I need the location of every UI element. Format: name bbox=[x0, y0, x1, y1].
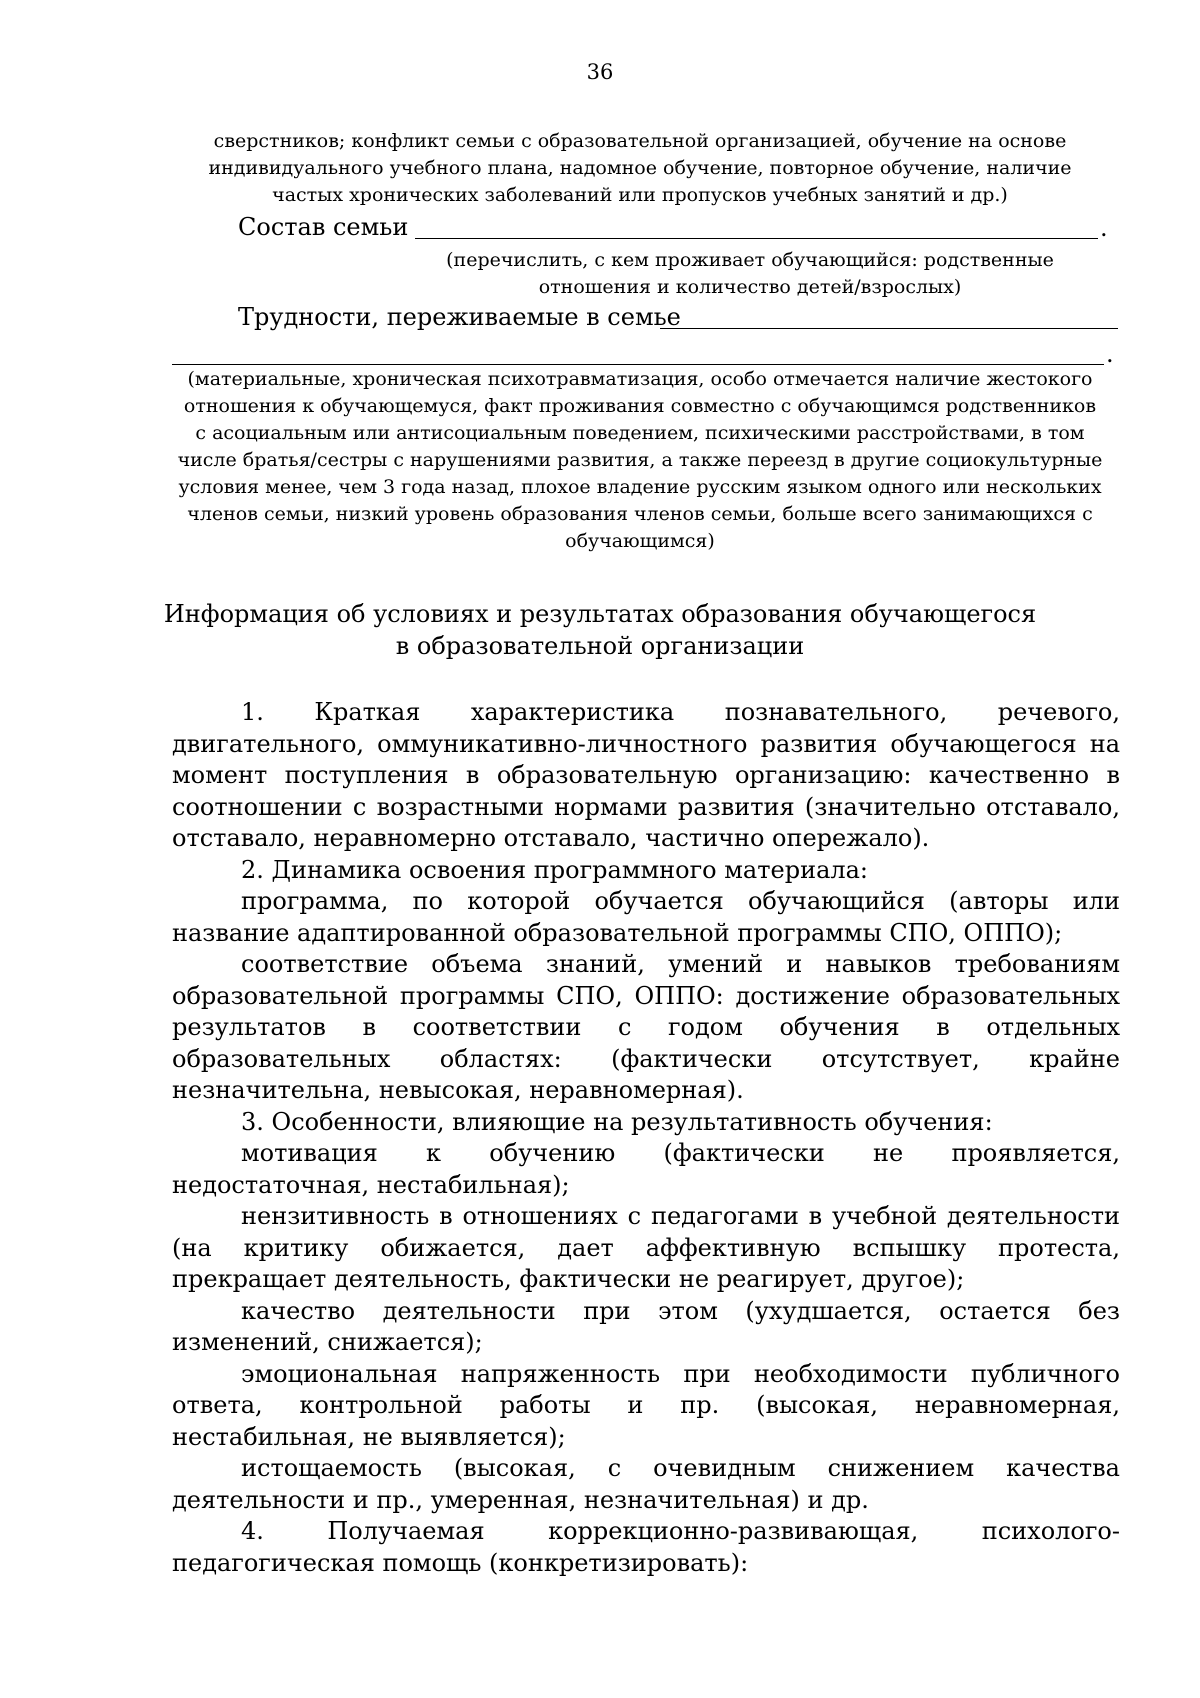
hint-line: числе братья/сестры с нарушениями развития, а также переезд в другие социокультурные bbox=[177, 449, 1103, 471]
paragraph: 4. Получаемая коррекционно-развивающая, психолого-педагогическая помощь (конкретизировать): bbox=[172, 1517, 1120, 1577]
hint-line: (перечислить, с кем проживает обучающийся: родственные bbox=[446, 249, 1054, 271]
hint-line: обучающимся) bbox=[565, 530, 715, 552]
note-line: сверстников; конфликт семьи с образовательной организацией, обучение на основе bbox=[213, 130, 1067, 152]
hint-line: членов семьи, низкий уровень образования членов семьи, больше всего занимающихся с bbox=[187, 503, 1093, 525]
family-composition-hint bbox=[400, 247, 1100, 301]
hint-line: с асоциальным или антисоциальным поведением, психическими расстройствами, в том bbox=[195, 422, 1085, 444]
heading-line: в образовательной организации bbox=[395, 632, 805, 660]
paragraph: нензитивность в отношениях с педагогами в учебной деятельности (на критику обижается, дает аффективную вспышку протеста, прекращает деятельность, фактически не реагирует, другое); bbox=[172, 1202, 1120, 1293]
page-number: 36 bbox=[586, 60, 614, 84]
hint-line: отношения к обучающемуся, факт проживания совместно с обучающимся родственников bbox=[183, 395, 1097, 417]
paragraph: соответствие объема знаний, умений и навыков требованиям образовательной программы СПО, ОППО: достижение образовательных результатов в соответствии с годом обучения в отдельных образовательных областях: (фактически отсутствует, крайне незначительна, невысокая, неравномерная). bbox=[172, 950, 1120, 1104]
family-difficulties-label: Трудности, переживаемые в семье bbox=[238, 303, 681, 331]
hint-line: (материальные, хроническая психотравматизация, особо отмечается наличие жестокого bbox=[187, 368, 1093, 390]
paragraph: мотивация к обучению (фактически не проявляется, недостаточная, нестабильная); bbox=[172, 1139, 1120, 1199]
note-line: частых хронических заболеваний или пропусков учебных занятий и др.) bbox=[272, 184, 1008, 206]
note-line: индивидуального учебного плана, надомное обучение, повторное обучение, наличие bbox=[208, 157, 1072, 179]
paragraph: программа, по которой обучается обучающийся (авторы или название адаптированной образовательной программы СПО, ОППО); bbox=[172, 887, 1120, 947]
heading-line: Информация об условиях и результатах образования обучающегося bbox=[163, 600, 1037, 628]
paragraph: качество деятельности при этом (ухудшается, остается без изменений, снижается); bbox=[172, 1296, 1120, 1356]
paragraph: истощаемость (высокая, с очевидным снижением качества деятельности и пр., умеренная, незначительная) и др. bbox=[172, 1454, 1120, 1514]
family-difficulties-end: . bbox=[1106, 340, 1114, 368]
paragraph: 2. Динамика освоения программного материала: bbox=[241, 855, 869, 884]
hint-line: отношения и количество детей/взрослых) bbox=[538, 276, 962, 298]
family-difficulties-hint bbox=[160, 366, 1120, 555]
family-composition-blank[interactable] bbox=[415, 238, 1098, 239]
family-composition-label: Состав семьи bbox=[238, 213, 409, 241]
paragraph: 3. Особенности, влияющие на результативность обучения: bbox=[241, 1107, 993, 1136]
family-composition-end: . bbox=[1100, 214, 1108, 242]
paragraph: эмоциональная напряженность при необходимости публичного ответа, контрольной работы и пр. (высокая, неравномерная, нестабильная, не выявляется); bbox=[172, 1359, 1120, 1451]
paragraph: 1. Краткая характеристика познавательного, речевого, двигательного, оммуникативно-личностного развития обучающегося на момент поступления в образовательную организацию: качественно в соотношении с возрастными нормами развития (значительно отставало, отставало, неравномерно отставало, частично опережало). bbox=[172, 698, 1120, 852]
family-difficulties-blank-2[interactable] bbox=[172, 364, 1104, 365]
body-text bbox=[172, 697, 1120, 1579]
section-heading bbox=[0, 598, 1200, 662]
hint-line: условия менее, чем 3 года назад, плохое владение русским языком одного или нескольких bbox=[178, 476, 1102, 498]
family-difficulties-blank[interactable] bbox=[660, 328, 1118, 329]
note-top bbox=[160, 128, 1120, 209]
